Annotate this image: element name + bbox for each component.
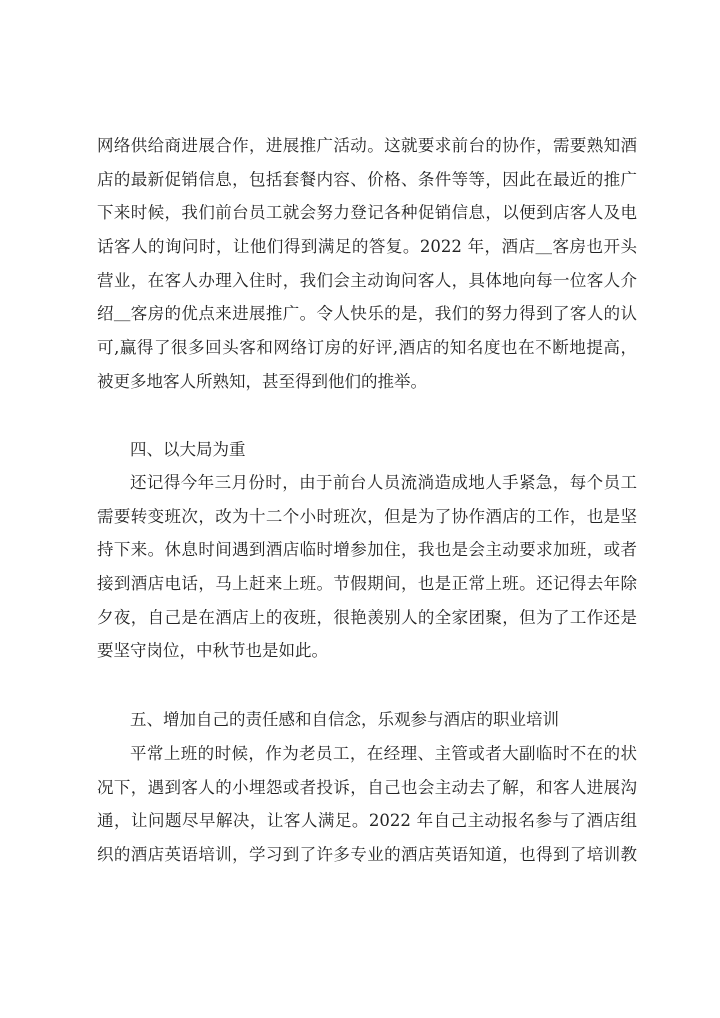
paragraph-line: 持下来。休息时间遇到酒店临时增参加住，我也是会主动要求加班，或者 bbox=[97, 540, 637, 560]
paragraph-line: 需要转变班次，改为十二个小时班次，但是为了协作酒店的工作，也是坚 bbox=[97, 506, 637, 526]
paragraph-line: 可,赢得了很多回头客和网络订房的好评,酒店的知名度也在不断地提高， bbox=[97, 338, 637, 358]
paragraph-line: 话客人的询问时，让他们得到满足的答复。2022 年，酒店＿客房也开头 bbox=[97, 237, 637, 257]
paragraph-promotion bbox=[97, 129, 637, 399]
paragraph-line: 店的最新促销信息，包括套餐内容、价格、条件等等，因此在最近的推广 bbox=[97, 169, 637, 189]
paragraph-line: 况下，遇到客人的小埋怨或者投诉，自己也会主动去了解，和客人进展沟 bbox=[97, 777, 637, 797]
paragraph-line: 通，让问题尽早解决，让客人满足。2022 年自己主动报名参与了酒店组 bbox=[97, 811, 637, 831]
paragraph-line: 营业，在客人办理入住时，我们会主动询问客人，具体地向每一位客人介 bbox=[97, 270, 637, 290]
paragraph-line: 夕夜，自己是在酒店上的夜班，很艳羡别人的全家团聚，但为了工作还是 bbox=[97, 607, 637, 627]
paragraph-line: 下来时候，我们前台员工就会努力登记各种促销信息，以便到店客人及电 bbox=[97, 203, 637, 223]
section-heading-4: 四、以大局为重 bbox=[130, 440, 246, 459]
paragraph-overall-interest bbox=[97, 466, 637, 668]
paragraph-line: 网络供给商进展合作，进展推广活动。这就要求前台的协作，需要熟知酒 bbox=[97, 136, 637, 155]
paragraph-line: 接到酒店电话，马上赶来上班。节假期间，也是正常上班。还记得去年除 bbox=[97, 574, 637, 594]
paragraph-line: 平常上班的时候，作为老员工，在经理、主管或者大副临时不在的状 bbox=[130, 744, 637, 763]
paragraph-line: 织的酒店英语培训，学习到了许多专业的酒店英语知道，也得到了培训教 bbox=[97, 845, 637, 865]
paragraph-training bbox=[97, 737, 637, 872]
paragraph-line: 还记得今年三月份时，由于前台人员流淌造成地人手紧急，每个员工 bbox=[130, 473, 637, 492]
paragraph-line: 被更多地客人所熟知，甚至得到他们的推举。 bbox=[97, 371, 427, 391]
paragraph-line: 要坚守岗位，中秋节也是如此。 bbox=[97, 641, 328, 661]
section-heading-5: 五、增加自己的责任感和自信念，乐观参与酒店的职业培训 bbox=[130, 710, 559, 729]
paragraph-line: 绍＿客房的优点来进展推广。令人快乐的是，我们的努力得到了客人的认 bbox=[97, 304, 637, 324]
